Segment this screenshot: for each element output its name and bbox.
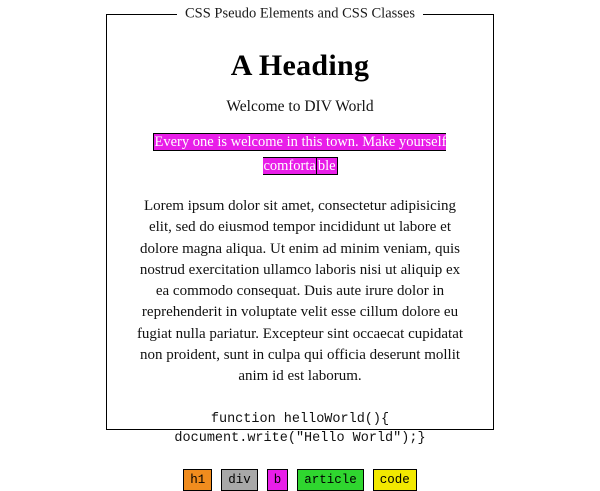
code-snippet: function helloWorld(){ document.write("Hello World");} — [174, 411, 426, 447]
tag-chip-code: code — [373, 469, 417, 491]
document-content — [107, 15, 493, 491]
highlight-span: Every one is welcome in this town. Make yourself comforta — [154, 134, 447, 174]
tag-chip-b: b — [267, 469, 289, 491]
welcome-text: Welcome to DIV World — [226, 98, 374, 115]
lorem-paragraph: Lorem ipsum dolor sit amet, consectetur adipisicing elit, sed do eiusmod tempor incididunt ut labore et dolore magna aliqua. Ut enim ad minim veniam, quis nostrud exercitation ullamco laboris nisi ut aliquip ex ea commodo consequat. Duis aute irure dolor in reprehenderit in voluptate velit esse cillum dolore eu fugiat nulla pariatur. Excepteur sint occaecat cupidatat non proident, sunt in culpa qui officia deserunt mollit anim id est laborum. — [136, 198, 464, 385]
highlight-tail-text: ble — [317, 158, 336, 174]
page-title: A Heading — [230, 49, 370, 82]
tag-chip-h1: h1 — [183, 469, 212, 491]
tag-legend-list — [127, 469, 473, 491]
tag-chip-div: div — [221, 469, 258, 491]
highlighted-paragraph — [127, 130, 473, 178]
fieldset-legend: CSS Pseudo Elements and CSS Classes — [177, 6, 423, 23]
tag-chip-article: article — [297, 469, 364, 491]
